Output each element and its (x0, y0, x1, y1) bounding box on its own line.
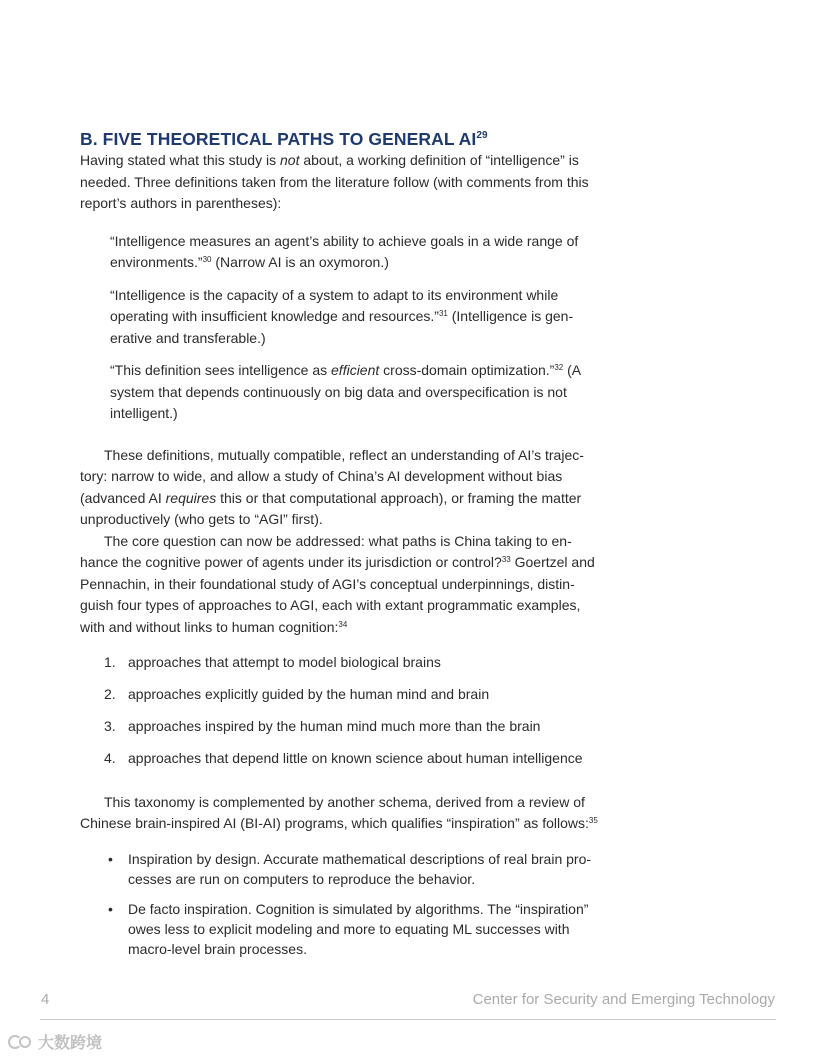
footer-divider (40, 1019, 776, 1020)
definition-quote: “Intelligence measures an agent’s ability to achieve goals in a wide range of environments.”$^{30}$ (Narrow AI is an oxymoron.) (110, 232, 579, 270)
footnote-ref: 32 (554, 363, 564, 372)
section-heading: B. FIVE THEORETICAL PATHS TO GENERAL AI$^{29}$ (80, 129, 488, 149)
watermark-logo-icon (8, 1034, 34, 1050)
watermark (8, 1030, 102, 1053)
footnote-ref: 31 (438, 309, 448, 318)
footnote-ref: 30 (202, 255, 212, 264)
body-paragraph: The core question can now be addressed: what paths is China taking to enhance the cognitive power of agents under its jurisdiction or control?$^{33}$ Goertzel and Pennachin, in their foundational study of AGI’s conceptual underpinnings, distinguish four types of approaches to AGI, each with extant programmatic examples, with and without links to human cognition:$^{34}$ (80, 532, 595, 635)
body-paragraph: This taxonomy is complemented by another schema, derived from a review of Chinese brain-inspired AI (BI-AI) programs, which qualifies “inspiration” as follows:$^{35}$ (80, 793, 598, 831)
footnote-ref: 35 (588, 816, 598, 825)
footer-organization: Center for Security and Emerging Technology (472, 991, 775, 1008)
list-item: 3. approaches inspired by the human mind much more than the brain (104, 718, 541, 734)
page-content (80, 128, 600, 970)
list-item: 1. approaches that attempt to model biological brains (104, 654, 441, 670)
footnote-ref: 34 (338, 619, 348, 629)
definition-quote: “Intelligence is the capacity of a system to adapt to its environment while operating with insufficient knowledge and resources.”$^{31}$ (Intelligence is generative and transferable.) (110, 286, 574, 346)
list-item: 4. approaches that depend little on known science about human intelligence (104, 750, 583, 766)
approaches-list (104, 652, 600, 770)
inspiration-list (108, 849, 600, 960)
list-item: • De facto inspiration. Cognition is simulated by algorithms. The “inspiration” owes less to explicit modeling and more to equating ML successes with macro-level brain processes. (108, 901, 589, 957)
intro-paragraph: Having stated what this study is not about, a working definition of “intelligence” is needed. Three definitions taken from the literature follow (with comments from this report’s authors in parentheses): (80, 152, 589, 211)
page-number: 4 (41, 991, 50, 1008)
body-paragraph: These definitions, mutually compatible, reflect an understanding of AI’s trajectory: narrow to wide, and allow a study of China’s AI development without bias (advanced AI requires this or that computational approach), or framing the matter unproductively (who gets to “AGI” first). (80, 446, 584, 527)
list-item: 2. approaches explicitly guided by the human mind and brain (104, 686, 490, 702)
definition-quotes (110, 231, 600, 425)
footnote-ref: 29 (476, 130, 488, 141)
footnote-ref: 33 (501, 555, 511, 564)
definition-quote: “This definition sees intelligence as efficient cross-domain optimization.”$^{32}$ (A system that depends continuously on big data and overspecification is not intelligent.) (110, 362, 581, 421)
watermark-text: 大数跨境 (38, 1035, 103, 1052)
list-item: • Inspiration by design. Accurate mathematical descriptions of real brain processes are run on computers to reproduce the behavior. (108, 850, 592, 887)
